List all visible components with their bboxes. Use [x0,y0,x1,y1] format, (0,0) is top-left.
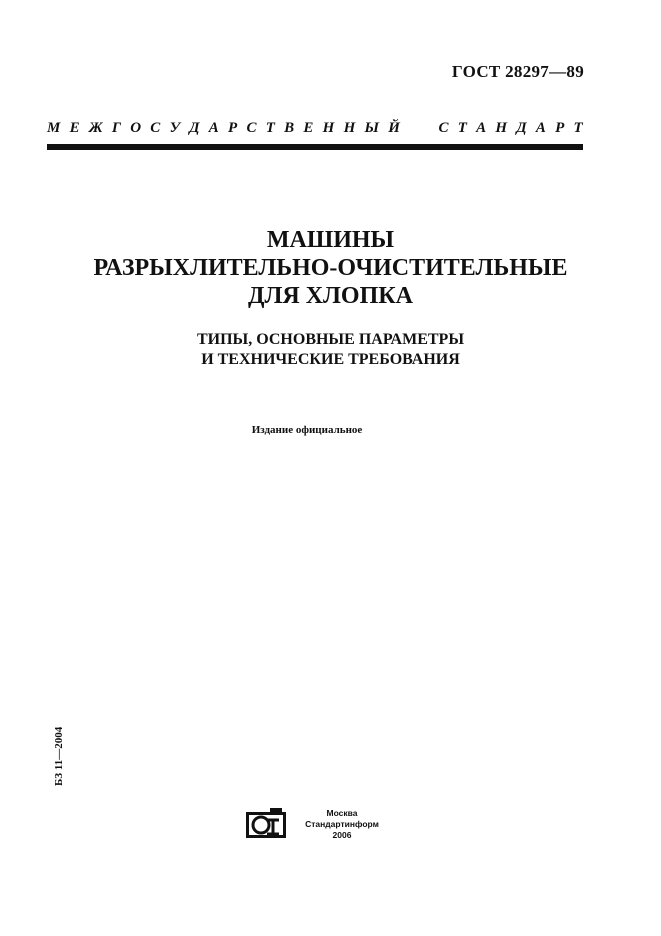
series-letter: Т [457,120,467,136]
series-letter: А [476,120,487,136]
series-letter: Н [495,120,508,136]
publisher-block [292,808,392,841]
document-title [0,226,661,310]
series-letter: Е [69,120,80,136]
series-letter: Р [228,120,238,136]
series-letter: М [47,120,61,136]
series-letter: Й [388,120,400,136]
series-title [47,120,583,137]
series-word-gap [409,120,429,137]
series-letter: Д [189,120,200,136]
series-letter: Ы [364,120,380,136]
series-letter: Р [555,120,565,136]
series-letter: О [130,120,142,136]
series-letter: Н [343,120,356,136]
series-letter: А [208,120,219,136]
series-letter: Г [111,120,121,136]
title-line: МАШИНЫ [266,227,395,253]
series-letter: В [284,120,295,136]
series-letter: А [535,120,546,136]
header-rule [47,144,583,150]
series-letter: Е [303,120,314,136]
publisher-name: Стандартинформ [305,819,379,829]
title-line: ДЛЯ ХЛОПКА [247,283,413,309]
publisher-city: Москва [326,808,358,818]
series-letter: Т [573,120,583,136]
document-subtitle [0,330,661,370]
series-letter: Т [265,120,275,136]
publisher-year: 2006 [332,830,352,840]
document-code: ГОСТ 28297—89 [451,62,584,81]
series-letter: У [169,120,180,136]
title-line: РАЗРЫХЛИТЕЛЬНО-ОЧИСТИТЕЛЬНЫЕ [93,255,568,281]
standartinform-logo-icon [246,808,286,840]
series-letter: С [438,120,449,136]
subtitle-line: И ТЕХНИЧЕСКИЕ ТРЕБОВАНИЯ [201,351,460,368]
side-code: БЗ 11—2004 [53,726,65,786]
series-letter: С [150,120,161,136]
series-letter: Д [516,120,527,136]
edition-label: Издание официальное [251,424,363,436]
series-letter: С [246,120,257,136]
subtitle-line: ТИПЫ, ОСНОВНЫЕ ПАРАМЕТРЫ [196,331,465,348]
series-letter: Ж [88,120,103,136]
series-letter: Н [322,120,335,136]
